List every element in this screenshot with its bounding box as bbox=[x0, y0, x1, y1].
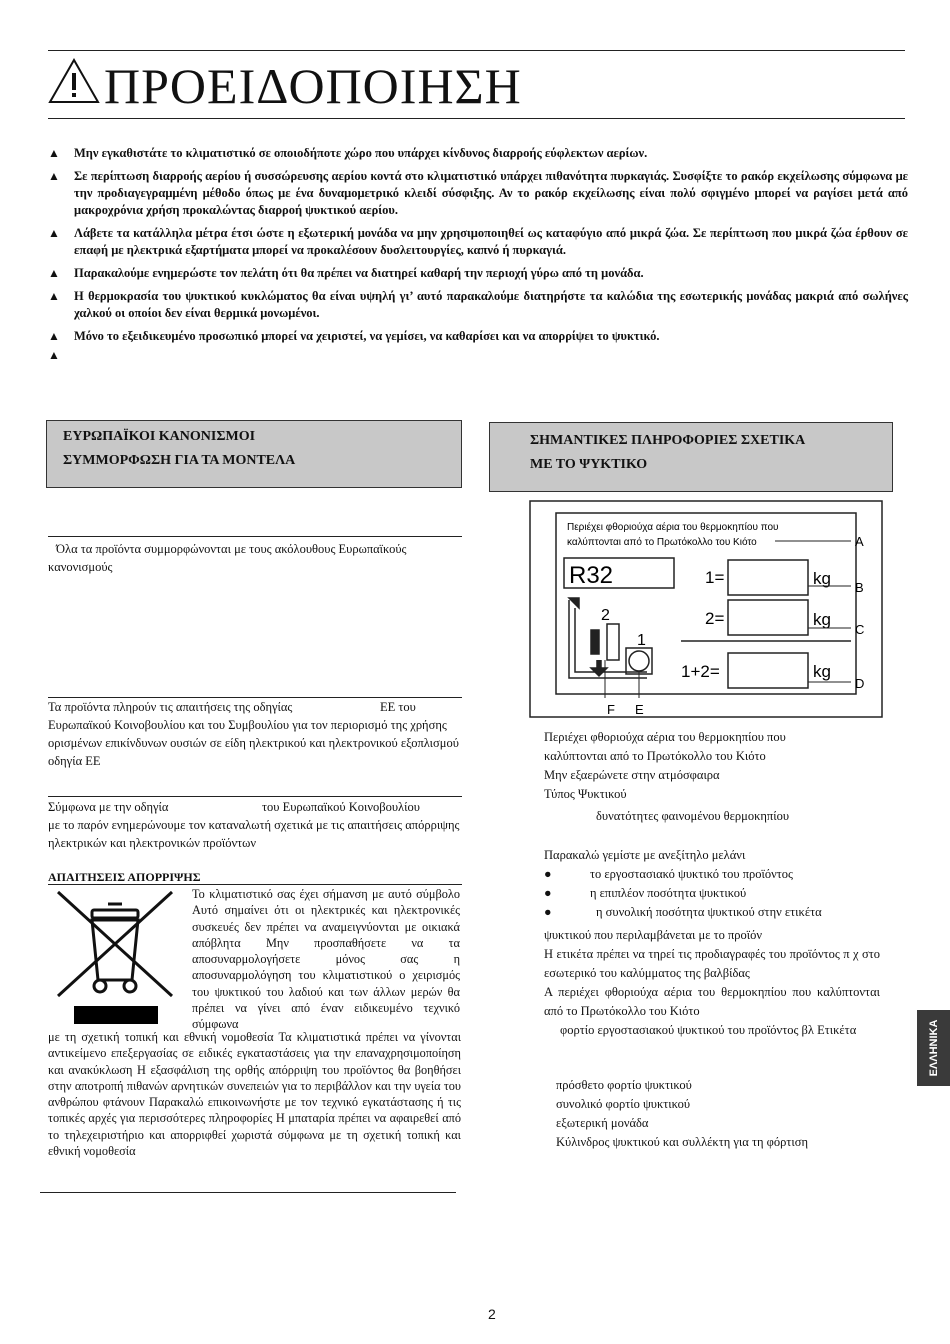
label-legend: πρόσθετο φορτίο ψυκτικού συνολικό φορτίο ψυκτικού εξωτερική μονάδα Κύλινδρος ψυκτικού και συλλέκτη για τη φόρτιση bbox=[556, 1078, 808, 1149]
refrigerant-label-diagram bbox=[529, 500, 883, 718]
callout-b: B bbox=[855, 580, 864, 595]
label-top-text-1: Περιέχει φθοριούχα αέρια του θερμοκηπίου που bbox=[567, 522, 779, 533]
warning-item: ▲ Η θερμοκρασία του ψυκτικού κυκλώματος θα είναι υψηλή γι’ αυτό παρακαλούμε διατηρήστε τα καλώδια της εσωτερικής μονάδας μακριά από σωλήνες χαλκού οι οποίοι δεν είναι θερμικά μονωμένοι. bbox=[48, 289, 908, 320]
weee-paragraph: Σύμφωνα με την οδηγία του Ευρωπαϊκού Κοινοβουλίου με το παρόν ενημερώνουμε τον καταναλωτή σχετικά με τις απαιτήσεις απόρριψης ηλεκτρικών και ηλεκτρονικών προϊόντων bbox=[48, 800, 460, 850]
charge-row-1-unit: kg bbox=[813, 569, 831, 588]
bullet-item: ● το εργοστασιακό ψυκτικό του προϊόντος bbox=[544, 865, 880, 884]
bullet-triangle-icon: ▲ bbox=[48, 266, 60, 280]
charge-row-1-label: 1= bbox=[705, 568, 725, 587]
disposal-full-text: με τη σχετική τοπική και εθνική νομοθεσία Τα κλιματιστικά πρέπει να γίνονται αντικείμενο επεξεργασίας σε ειδικές εγκαταστάσεις για την επαναχρησιμοποίηση και ανακύκλωση Η εξασφάλιση της ορθής απόρριψη του προϊόντος θα βοηθήσει στην αποτροπή πιθανών αρνητικών συνεπειών για το περιβάλλον και την υγεία του ανθρώπου φτάνουν Παρακαλώ επικοινωνήστε με τον τεχνικό εγκατάστασης ή τις τοπικές αρχές για περισσότερες πληροφορίες Η μπαταρία πρέπει να αφαιρεθεί από το τηλεχειριστήριο και απορριφθεί χωριστά σύμφωνα με τη σχετική τοπική και εθνική νομοθεσία bbox=[48, 1030, 461, 1159]
bullet-triangle-icon: ▲ bbox=[48, 348, 60, 362]
callout-f: F bbox=[607, 702, 615, 717]
eu-regulations-box: ΕΥΡΩΠΑΪΚΟΙ ΚΑΝΟΝΙΣΜΟΙ ΣΥΜΜΟΡΦΩΣΗ ΓΙΑ ΤΑ ΜΟΝΤΕΛΑ bbox=[46, 420, 462, 488]
callout-c: C bbox=[855, 622, 865, 637]
section-rule bbox=[40, 1192, 456, 1193]
charge-total-unit: kg bbox=[813, 662, 831, 681]
callout-d: D bbox=[855, 676, 865, 691]
page-number: 2 bbox=[488, 1306, 496, 1322]
bullet-dot-icon: ● bbox=[544, 905, 552, 919]
bullet-triangle-icon: ▲ bbox=[48, 169, 60, 183]
label-num-2: 2 bbox=[601, 607, 610, 624]
bullet-triangle-icon: ▲ bbox=[48, 226, 60, 240]
section-rule bbox=[48, 884, 462, 885]
warning-item: ▲ Σε περίπτωση διαρροής αερίου ή συσσώρευσης αερίου κοντά στο κλιματιστικό υπάρχει πιθανότητα πυρκαγιάς. Συσφίξτε το ρακόρ εκχείλωσης σύμφωνα με την προδιαγεγραμμένη μέθοδο όπως με ένα δυναμομετρικό κλειδί σύσφιξης. Αν το ρακόρ εκχείλωσης είναι πολύ σφιγμένο μπορεί να ραγίσει μετά από μακροχρόνια χρήση προκαλώντας διαρροή ψυκτικού αερίου. bbox=[48, 169, 908, 217]
compliance-paragraph: Όλα τα προϊόντα συμμορφώνονται με τους ακόλουθους Ευρωπαϊκούς κανονισμούς bbox=[48, 542, 407, 574]
bullet-item: ● η επιπλέον ποσότητα ψυκτικού bbox=[544, 884, 880, 903]
label-top-text-2: καλύπτονται από το Πρωτόκολλο του Κιότο bbox=[567, 537, 757, 548]
section-rule bbox=[48, 796, 462, 797]
warning-icon bbox=[48, 58, 100, 104]
refrigerant-type: R32 bbox=[569, 562, 614, 589]
rohs-paragraph: Τα προϊόντα πληρούν τις απαιτήσεις της οδηγίας ΕΕ του Ευρωπαϊκού Κοινοβουλίου και του Συμβουλίου για τον περιορισμό της χρήσης ορισμένων επικίνδυνων ουσιών σε είδη ηλεκτρικού και ηλεκτρονικού εξοπλισμού οδηγία ΕΕ bbox=[48, 700, 459, 768]
callout-e: E bbox=[635, 702, 644, 717]
title-rule bbox=[48, 118, 905, 119]
bullet-triangle-icon: ▲ bbox=[48, 289, 60, 303]
charge-row-2-unit: kg bbox=[813, 610, 831, 629]
crossed-out-bin-icon bbox=[52, 888, 182, 1028]
disposal-title: ΑΠΑΙΤΗΣΕΙΣ ΑΠΟΡΡΙΨΗΣ bbox=[48, 870, 201, 884]
bullet-dot-icon: ● bbox=[544, 867, 552, 881]
warning-item: ▲ Μόνο το εξειδικευμένο προσωπικό μπορεί να χειριστεί, να γεμίσει, να καθαρίσει και να απορρίψει το ψυκτικό. bbox=[48, 329, 660, 343]
label-info-lines: Περιέχει φθοριούχα αέρια του θερμοκηπίου που καλύπτονται από το Πρωτόκολλο του Κιότο Μην εξαερώνετε στην ατμόσφαιρα Τύπος Ψυκτικού δυνατότητες φαινομένου θερμοκηπίου bbox=[544, 730, 790, 823]
disposal-side-text: Το κλιματιστικό σας έχει σήμανση με αυτό σύμβολο Αυτό σημαίνει ότι οι ηλεκτρικές και ηλεκτρονικές συσκευές δεν πρέπει να αναμειγνύονται με οικιακά απόβλητα Μην προσπαθήσετε να τα αποσυναρμολογήσετε μόνος σας η αποσυναρμολόγηση του κλιματιστικού ο χειρισμός του ψυκτικού του λαδιού και των άλλων μερών θα πρέπει να γίνει από έναν ειδικευμένο τεχνικό σύμφωνα bbox=[192, 887, 460, 1032]
warning-item: ▲ Παρακαλούμε ενημερώστε τον πελάτη ότι θα πρέπει να διατηρεί καθαρή την περιοχή γύρω από τη μονάδα. bbox=[48, 266, 644, 280]
section-rule bbox=[48, 536, 462, 537]
page-title: ΠΡΟΕΙΔΟΠΟΙΗΣΗ bbox=[104, 58, 522, 114]
language-tab: ΕΛΛΗΝΙΚΑ bbox=[917, 1010, 950, 1086]
bullet-triangle-icon: ▲ bbox=[48, 146, 60, 160]
top-rule bbox=[48, 50, 905, 51]
warning-item: ▲ Μην εγκαθιστάτε το κλιματιστικό σε οποιοδήποτε χώρο που υπάρχει κίνδυνος διαρροής εύφλεκτων αερίων. bbox=[48, 146, 648, 160]
callout-a: A bbox=[855, 534, 864, 549]
charge-total-label: 1+2= bbox=[681, 662, 720, 681]
warning-list bbox=[48, 145, 908, 362]
bullet-triangle-icon: ▲ bbox=[48, 329, 60, 343]
bullet-item: ● η συνολική ποσότητα ψυκτικού στην ετικέτα bbox=[544, 903, 880, 922]
refrigerant-info-box: ΣΗΜΑΝΤΙΚΕΣ ΠΛΗΡΟΦΟΡΙΕΣ ΣΧΕΤΙΚΑ ΜΕ ΤΟ ΨΥΚΤΙΚΟ bbox=[489, 422, 893, 492]
label-num-1: 1 bbox=[637, 632, 646, 649]
bullet-dot-icon: ● bbox=[544, 886, 552, 900]
charge-row-2-label: 2= bbox=[705, 609, 725, 628]
fill-instructions: Παρακαλώ γεμίστε με ανεξίτηλο μελάνι ● το εργοστασιακό ψυκτικό του προϊόντος ● η επιπλέον ποσότητα ψυκτικού ● η συνολική ποσότητα ψυκτικού στην ετικέτα ψυκτικού που περιλαμβάνεται με το προϊόν Η ετικέτα πρέπει να τηρεί τις προδιαγραφές του προϊόντος π χ στο εσωτερικό του καλύμματος της βαλβίδας A περιέχει φθοριούχα αέρια του θερμοκηπίου που καλύπτονται από το Πρωτόκολλο του Κιότο φορτίο εργοστασιακού ψυκτικού του προϊόντος βλ Ετικέτα bbox=[544, 848, 880, 1037]
warning-item: ▲ Λάβετε τα κατάλληλα μέτρα έτσι ώστε η εξωτερική μονάδα να μην χρησιμοποιηθεί ως καταφύγιο από μικρά ζώα. Σε περίπτωση που μικρά ζώα έρθουν σε επαφή με ηλεκτρικά εξαρτήματα μπορεί να προκαλέσουν δυσλειτουργίες, καπνό ή πυρκαγιά. bbox=[48, 226, 908, 257]
